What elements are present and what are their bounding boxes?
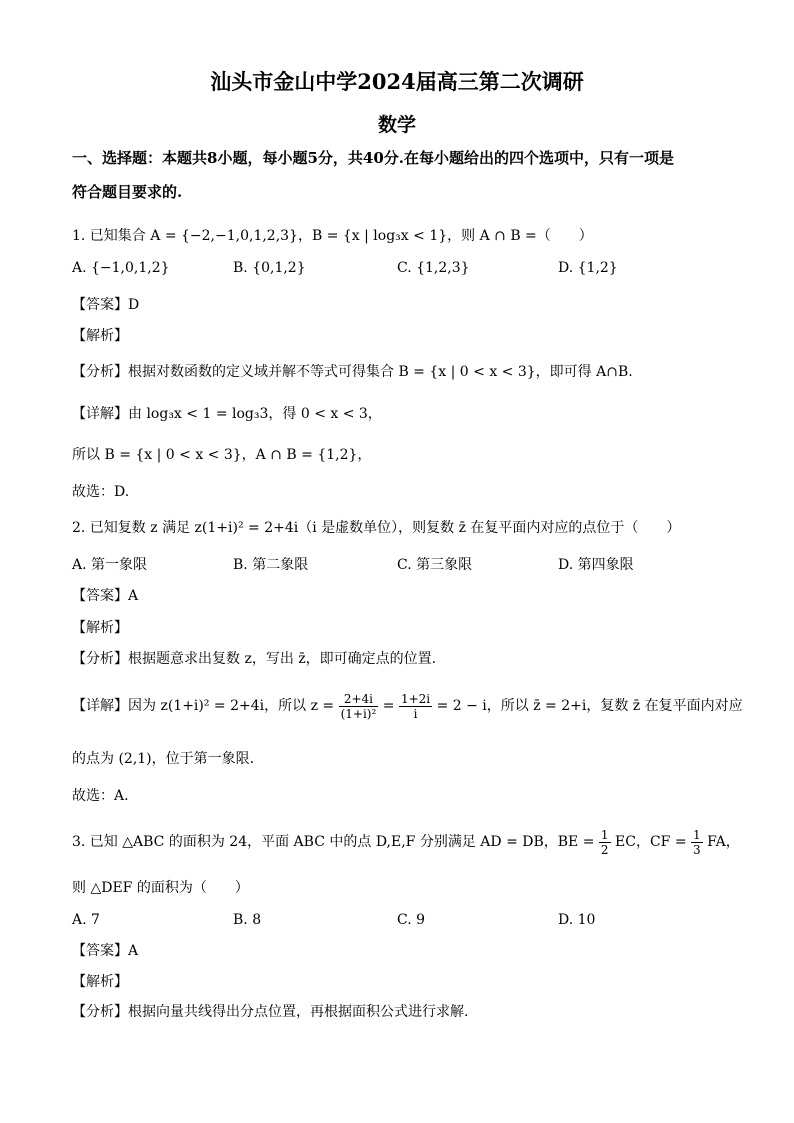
- q2-jiexi-label: 【解析】: [72, 620, 128, 636]
- q1-option-b[interactable]: B. {0,1,2}: [233, 260, 306, 276]
- exam-subject: 数学: [377, 114, 416, 136]
- q2-analysis: 【分析】根据题意求出复数 z，写出 z̄，即可确定点的位置.: [72, 651, 437, 667]
- exam-title: 汕头市金山中学2024届高三第二次调研: [210, 69, 584, 94]
- q3-jiexi-label: 【解析】: [72, 974, 128, 990]
- q3-stem-lead: 3. 已知 △ABC 的面积为 24，平面 ABC 中的点 D,E,F 分别满足 AD = DB，BE =: [72, 834, 595, 850]
- q2-option-c[interactable]: C. 第三象限: [397, 557, 473, 573]
- q2-answer: 【答案】A: [72, 588, 139, 604]
- q1-detail: 【详解】由 log₃x < 1 = log₃3，得 0 < x < 3，: [72, 406, 382, 422]
- q3-option-b[interactable]: B. 8: [233, 912, 262, 928]
- q3-answer: 【答案】A: [72, 943, 139, 959]
- q3-fraction-half-numerator: 1: [600, 827, 609, 842]
- q2-choice: 故选：A.: [72, 788, 129, 804]
- q3-stem-line2: 则 △DEF 的面积为（ ）: [72, 880, 249, 896]
- q2-detail: 【详解】因为 z(1+i)² = 2+4i，所以 z = $\frac{2+4i}{\text{(1+i)²}}$ = $\frac{1+2i}{i}$ = 2 − i，所以 z̄ = 2+i，复数 z̄ 在复平面内对应: [72, 691, 743, 721]
- q3-stem-tail: FA，: [707, 834, 740, 850]
- q2-fraction-1: [339, 692, 379, 721]
- q1-option-a[interactable]: A. {−1,0,1,2}: [72, 260, 170, 276]
- q2-fraction-1-numerator: 2+4i: [339, 692, 379, 707]
- q1-option-c[interactable]: C. {1,2,3}: [397, 260, 470, 276]
- q1-stem: 1. 已知集合 A = {−2,−1,0,1,2,3}，B = {x | log₃x < 1}，则 A ∩ B =（ ）: [72, 228, 593, 244]
- q1-detail-conclusion: 所以 B = {x | 0 < x < 3}，A ∩ B = {1,2}，: [72, 447, 372, 463]
- q2-fraction-2: [399, 692, 432, 721]
- q2-option-b[interactable]: B. 第二象限: [233, 557, 309, 573]
- q3-option-d[interactable]: D. 10: [558, 912, 596, 928]
- q3-fraction-half: [599, 828, 611, 857]
- q1-analysis: 【分析】根据对数函数的定义域并解不等式可得集合 B = {x | 0 < x < 3}，即可得 A∩B.: [72, 364, 633, 380]
- q3-stem: [72, 822, 740, 862]
- q3-option-a[interactable]: A. 7: [72, 912, 100, 928]
- q1-answer: 【答案】D: [72, 297, 140, 313]
- q3-fraction-third-numerator: 1: [693, 827, 701, 842]
- q3-stem-middle: EC，CF =: [615, 834, 687, 850]
- q2-detail-tail: = 2 − i，所以 z̄ = 2+i，复数 z̄ 在复平面内对应: [436, 698, 743, 714]
- q2-fraction-2-numerator: 1+2i: [400, 691, 431, 706]
- q3-fraction-third: [691, 828, 703, 857]
- q2-fraction-1-denominator: (1+i)²: [340, 706, 377, 721]
- q2-option-d[interactable]: D. 第四象限: [558, 557, 634, 573]
- q1-jiexi-label: 【解析】: [72, 328, 128, 344]
- q2-fraction-2-denominator: i: [413, 706, 418, 721]
- q2-stem: 2. 已知复数 z 满足 z(1+i)² = 2+4i（i 是虚数单位），则复数 z̄ 在复平面内对应的点位于（ ）: [72, 520, 681, 536]
- q1-choice: 故选：D.: [72, 484, 130, 500]
- q3-fraction-third-denominator: 3: [693, 842, 701, 857]
- q2-detail-lead: 【详解】因为 z(1+i)² = 2+4i，所以 z =: [72, 698, 335, 714]
- q2-option-a[interactable]: A. 第一象限: [72, 557, 148, 573]
- q3-option-c[interactable]: C. 9: [397, 912, 426, 928]
- section-heading-line1: 一、选择题：本题共8小题，每小题5分，共40分.在每小题给出的四个选项中，只有一项是: [72, 149, 674, 167]
- q1-option-d[interactable]: D. {1,2}: [558, 260, 618, 276]
- q3-fraction-half-denominator: 2: [600, 842, 609, 857]
- section-heading-line2: 符合题目要求的.: [72, 183, 183, 201]
- q3-analysis: 【分析】根据向量共线得出分点位置，再根据面积公式进行求解.: [72, 1004, 469, 1020]
- q2-point: 的点为 (2,1)，位于第一象限.: [72, 751, 255, 767]
